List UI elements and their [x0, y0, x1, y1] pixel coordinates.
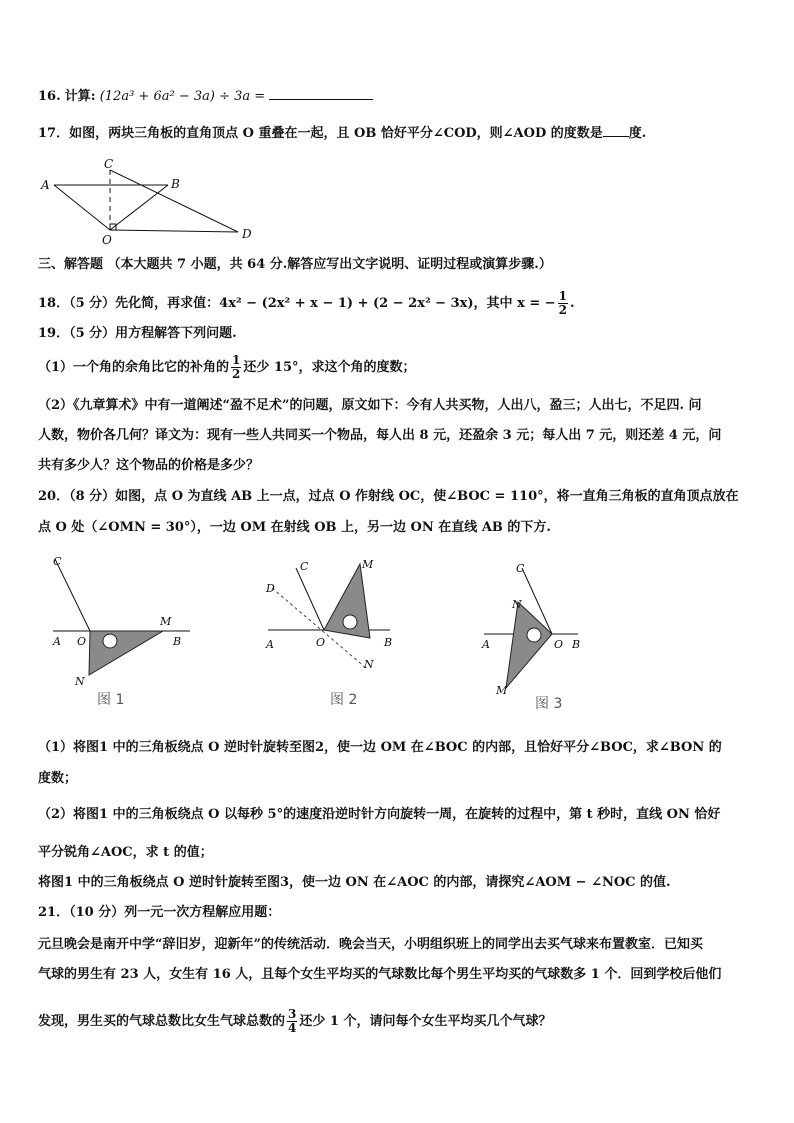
- question-20-sub1-line2: 度数；: [38, 771, 78, 786]
- question-text: 17．如图，两块三角板的直角顶点 O 重叠在一起，且 OB 恰好平分∠COD，则∠AOD 的度数是: [38, 126, 603, 141]
- figure-3-caption: 图 3: [535, 696, 563, 712]
- label-D: D: [242, 227, 252, 241]
- question-number: 16.: [38, 89, 61, 104]
- label-A: A: [41, 178, 50, 192]
- question-20-sub3: 将图1 中的三角板绕点 O 逆时针旋转至图3，使一边 ON 在∠AOC 的内部，请探究∠AOM − ∠NOC 的值.: [38, 875, 671, 890]
- question-16: [38, 88, 373, 106]
- label-B: B: [171, 177, 180, 191]
- label-O: O: [102, 233, 112, 247]
- question-20-line1: 20．（8 分）如图，点 O 为直线 AB 上一点，过点 O 作射线 OC，使∠BOC = 110°，将一直角三角板的直角顶点放在: [38, 489, 739, 504]
- label-C: C: [300, 560, 309, 573]
- answer-blank: [269, 99, 373, 100]
- denominator: 4: [288, 1021, 297, 1035]
- question-text: 18．（5 分）先化简，再求值：4x² − (2x² + x − 1) + (2 − 2x² − 3x)，其中 x = −: [38, 296, 556, 311]
- question-20-line2: 点 O 处（∠OMN = 30°），一边 OM 在射线 OB 上，另一边 ON 在直线 AB 的下方.: [38, 520, 551, 535]
- text: 发现，男生买的气球总数比女生气球总数的: [38, 1014, 286, 1029]
- label-B: B: [173, 635, 182, 648]
- label-A: A: [53, 635, 61, 648]
- label-N: N: [364, 658, 374, 671]
- question-20-sub1-line1: （1）将图1 中的三角板绕点 O 逆时针旋转至图2，使一边 OM 在∠BOC 的内部，且恰好平分∠BOC，求∠BON 的: [38, 740, 722, 755]
- q20-figure-2: [262, 558, 402, 688]
- label-B: B: [384, 636, 393, 649]
- question-18: [38, 288, 575, 320]
- label-C: C: [516, 562, 525, 575]
- question-19-part2-line2: 人数，物价各几何？译文为：现有一些人共同买一个物品，每人出 8 元，还盈余 3 元；每人出 7 元，则还差 4 元，问: [38, 428, 722, 443]
- text: （1）一个角的余角比它的补角的: [38, 360, 230, 375]
- numerator: 1: [232, 353, 241, 367]
- q20-figure-3: [478, 560, 598, 700]
- label-O: O: [316, 636, 326, 649]
- label-B: B: [572, 638, 581, 651]
- label-O: O: [77, 635, 87, 648]
- figure-1-caption: 图 1: [97, 692, 125, 708]
- label-M: M: [496, 684, 508, 697]
- label-C: C: [104, 158, 114, 171]
- question-suffix: 度.: [628, 126, 647, 141]
- question-21-line1: 元旦晚会是南开中学“辞旧岁，迎新年”的传统活动．晚会当天，小明组织班上的同学出去买气球来布置教室．已知买: [38, 937, 703, 952]
- figure-2-caption: 图 2: [330, 692, 358, 708]
- label-N: N: [512, 598, 522, 611]
- section-header: 三、解答题 （本大题共 7 小题，共 64 分.解答应写出文字说明、证明过程或演算步骤.）: [38, 257, 552, 272]
- question-21-title: 21．（10 分）列一元一次方程解应用题：: [38, 905, 281, 920]
- q20-figure-1: [45, 555, 215, 695]
- label-O: O: [554, 638, 564, 651]
- text: 还少 15°，求这个角的度数；: [243, 360, 416, 375]
- label-A: A: [266, 638, 274, 651]
- numerator: 1: [558, 289, 568, 303]
- label-M: M: [160, 615, 172, 628]
- fraction: [558, 290, 568, 317]
- math-expression: (12a³ + 6a² − 3a) ÷ 3a =: [99, 89, 266, 104]
- denominator: 2: [232, 367, 241, 381]
- fraction: [231, 354, 241, 381]
- numerator: 3: [288, 1007, 297, 1021]
- question-20-sub2-line1: （2）将图1 中的三角板绕点 O 以每秒 5°的速度沿逆时针方向旋转一周，在旋转的过程中，第 t 秒时，直线 ON 恰好: [38, 807, 721, 822]
- label-N: N: [75, 675, 85, 688]
- question-19-title: 19．（5 分）用方程解答下列问题.: [38, 326, 237, 341]
- question-19-part2-line3: 共有多少人？这个物品的价格是多少？: [38, 458, 260, 473]
- question-21-line2: 气球的男生有 23 人，女生有 16 人，且每个女生平均买的气球数比每个男生平均买的气球数多 1 个．回到学校后他们: [38, 967, 722, 982]
- question-17: [38, 125, 646, 143]
- label-M: M: [362, 558, 374, 571]
- question-19-part1: [38, 352, 416, 384]
- question-21-line3: [38, 1006, 551, 1038]
- label-A: A: [482, 638, 490, 651]
- question-19-part2-line1: （2）《九章算术》中有一道阐述“盈不足术”的问题，原文如下：今有人共买物，人出八，盈三；人出七，不足四. 问: [38, 398, 702, 413]
- label-C: C: [53, 555, 62, 568]
- question-20-sub2-line2: 平分锐角∠AOC，求 t 的值；: [38, 845, 213, 860]
- q17-figure: [38, 158, 268, 248]
- question-prefix: 计算:: [64, 89, 96, 104]
- period: .: [570, 296, 575, 311]
- fraction: [287, 1008, 297, 1035]
- answer-blank: [603, 136, 629, 137]
- denominator: 2: [558, 303, 568, 317]
- label-D: D: [266, 582, 275, 595]
- text: 还少 1 个，请问每个女生平均买几个气球？: [299, 1014, 552, 1029]
